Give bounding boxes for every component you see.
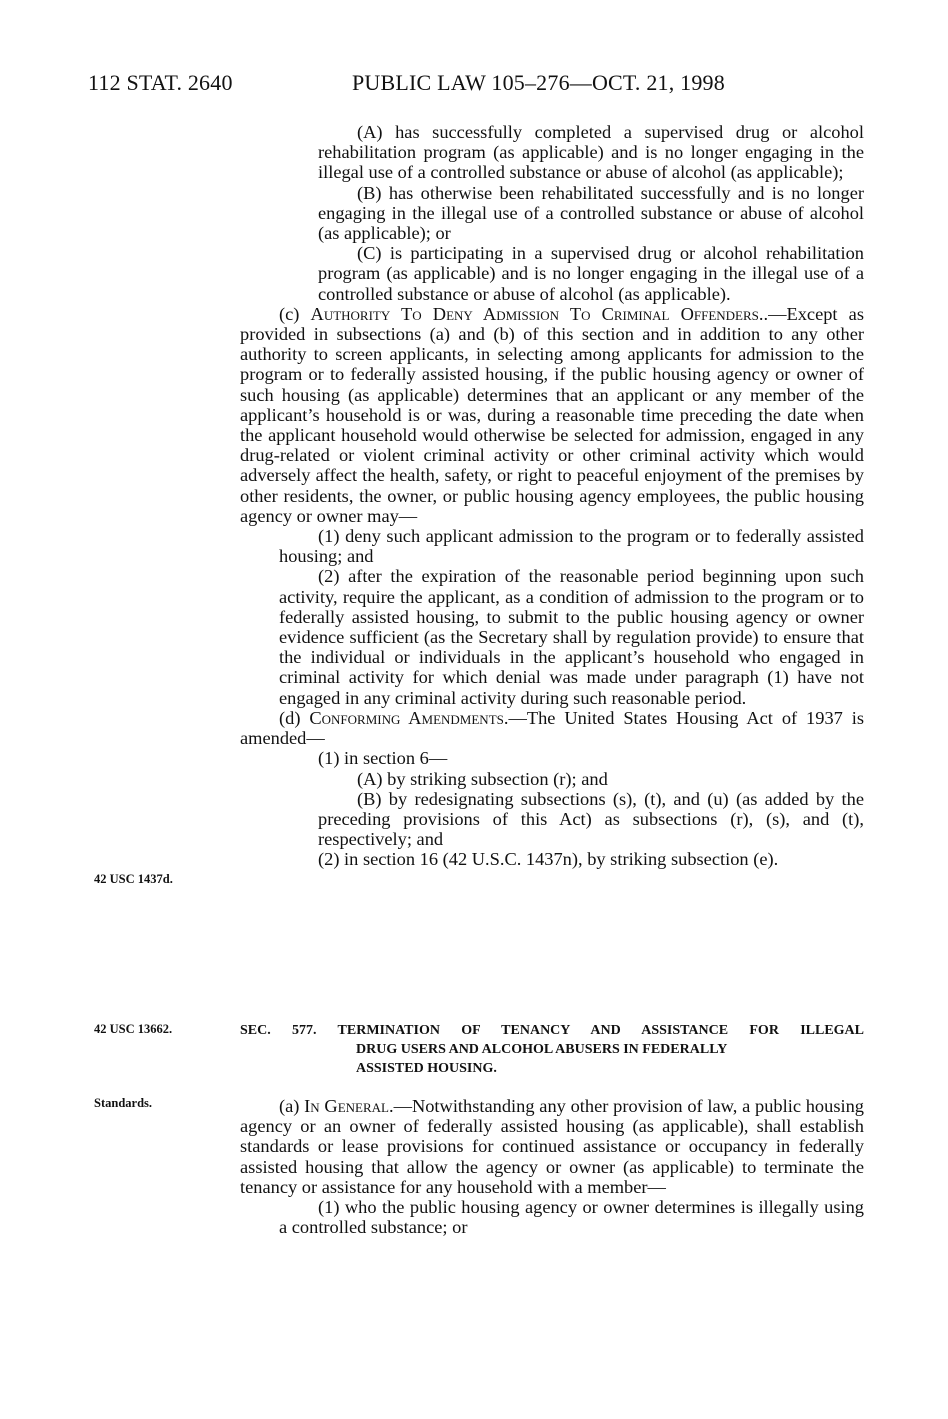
clause-d1a: (A) by striking subsection (r); and — [357, 768, 608, 789]
margin-note-usc-13662: 42 USC 13662. — [94, 1022, 173, 1036]
document-body — [240, 122, 864, 870]
subsection-d — [240, 708, 864, 748]
subsection-c-text: —Except as provided in subsections (a) and (b) of this section and in addition to any other authority to screen applicants, in selecting among applicants for admission to the program or to federally assisted housing, if the public housing agency or owner of such housing (as applicable) determines that an applicant or any member of the applicant’s household is or was, during a reasonable time preceding the date when the applicant household would otherwise be selected for admission, engaged in any drug-related or violent criminal activity or other criminal activity which would adversely affect the health, safety, or right to peaceful enjoyment of the premises by other residents, the owner, or public housing agency employees, the public housing agency or owner may— — [240, 303, 864, 526]
section-paragraph-a1: (1) who the public housing agency or owner determines is illegally using a controlled substance; or — [279, 1197, 864, 1238]
margin-note-usc-1437d: 42 USC 1437d. — [94, 872, 173, 886]
section-subsection-a-text: —Notwithstanding any other provision of law, a public housing agency or an owner of federally assisted housing (as applicable), shall establish standards or lease provisions for continued assistance or occupancy in federally assisted housing that allow the agency or owner (as applicable) to terminate the tenancy or assistance for any household with a member— — [240, 1096, 864, 1197]
subsection-c — [240, 304, 864, 526]
paragraph-c1: (1) deny such applicant admission to the program or to federally assisted housing; and — [279, 526, 864, 567]
clause-a: (A) has successfully completed a supervised drug or alcohol rehabilitation program (as applicable) and is no longer engaging in the illegal use of a controlled substance or abuse of alcohol (as applicable); — [318, 122, 864, 183]
section-heading — [240, 1021, 864, 1078]
clause-c: (C) is participating in a supervised drug or alcohol rehabilitation program (as applicable) and is no longer engaging in the illegal use of a controlled substance or abuse of alcohol (as applicable). — [318, 243, 864, 304]
paragraph-c2: (2) after the expiration of the reasonable period beginning upon such activity, require the applicant, as a condition of admission to the program or to federally assisted housing, to submit to the public housing agency or owner evidence sufficient (as the Secretary shall by regulation provide) to ensure that the individual or individuals in the applicant’s household who engaged in criminal activity for which denial was made under paragraph (1) have not engaged in any criminal activity during such reasonable period. — [279, 566, 864, 708]
subsection-d-prefix: (d) — [279, 707, 310, 728]
page-header — [88, 70, 888, 100]
statute-page-number: 112 STAT. 2640 — [88, 70, 233, 95]
section-heading-line-2: DRUG USERS AND ALCOHOL ABUSERS IN FEDERALLY — [356, 1042, 728, 1057]
public-law-citation: PUBLIC LAW 105–276—OCT. 21, 1998 — [352, 70, 725, 95]
section-heading-line-1: SEC. 577. TERMINATION OF TENANCY AND ASSISTANCE FOR ILLEGAL — [240, 1023, 864, 1038]
subsection-c-prefix: (c) — [279, 303, 311, 324]
section-subsection-a-prefix: (a) — [279, 1096, 305, 1116]
clause-b: (B) has otherwise been rehabilitated successfully and is no longer engaging in the illegal use of a controlled substance or abuse of alcohol (as applicable); or — [318, 182, 864, 244]
clause-d1b: (B) by redesignating subsections (s), (t), and (u) (as added by the preceding provisions of this Act) as subsections (r), (s), and (t), respectively; and — [318, 788, 864, 850]
section-body — [240, 1096, 864, 1237]
section-subsection-a — [240, 1096, 864, 1197]
subsection-d-text: —The United States Housing Act of 1937 is amended— — [240, 707, 865, 749]
margin-note-standards: Standards. — [94, 1096, 153, 1110]
subsection-d-heading: Conforming Amendments. — [309, 707, 509, 728]
section-heading-line-3: ASSISTED HOUSING. — [356, 1061, 497, 1076]
section-subsection-a-heading: In General. — [304, 1096, 394, 1116]
paragraph-d1: (1) in section 6— — [318, 748, 448, 769]
paragraph-d2: (2) in section 16 (42 U.S.C. 1437n), by striking subsection (e). — [318, 849, 779, 870]
subsection-c-heading: Authority To Deny Admission To Criminal Offenders.. — [310, 303, 769, 324]
